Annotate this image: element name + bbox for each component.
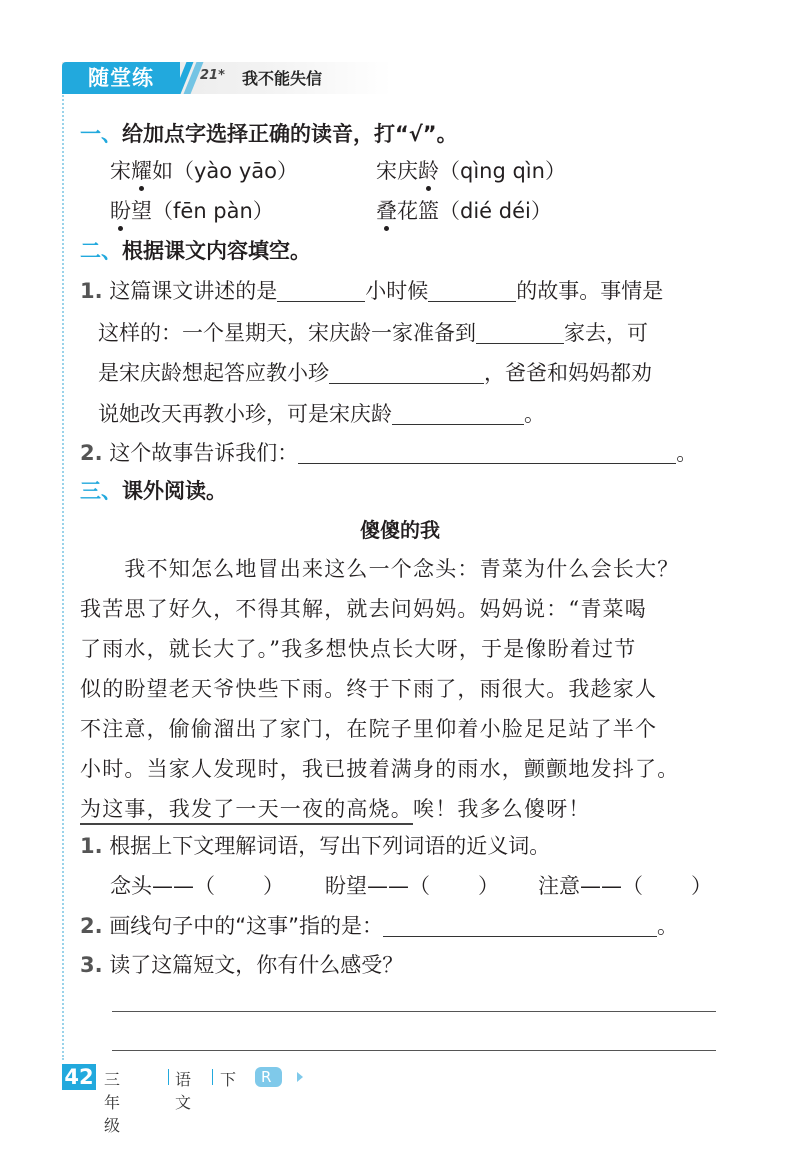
section3-title: 课外阅读。 bbox=[122, 479, 227, 503]
section1-index: 一、 bbox=[80, 122, 122, 146]
dotted-char: 龄 bbox=[418, 155, 439, 185]
fill-blank[interactable] bbox=[329, 361, 484, 384]
section2-index: 二、 bbox=[80, 239, 122, 263]
page-border bbox=[62, 80, 64, 1060]
fill-blank[interactable] bbox=[428, 279, 516, 302]
section2-title: 根据课文内容填空。 bbox=[122, 239, 311, 263]
question-text: 这个故事告诉我们： bbox=[109, 441, 299, 465]
synonym-word: 盼望——（ bbox=[325, 874, 430, 898]
synonym-2 bbox=[325, 870, 499, 900]
s2-q1-line3 bbox=[98, 357, 652, 387]
item-text: 如 bbox=[152, 159, 173, 183]
passage-line: 了雨水，就长大了。”我多想快点长大呀，于是像盼着过节 bbox=[80, 637, 637, 661]
question-text: 的故事。事情是 bbox=[516, 279, 664, 303]
passage-line-last bbox=[80, 793, 591, 823]
fill-blank[interactable] bbox=[476, 321, 564, 344]
pinyin-item-4 bbox=[376, 195, 552, 225]
item-text: 望 bbox=[131, 199, 152, 223]
s3-q1 bbox=[80, 830, 550, 860]
question-number: 2. bbox=[80, 914, 103, 938]
pinyin-item-2 bbox=[376, 155, 566, 185]
section2-heading bbox=[80, 235, 311, 265]
answer-line[interactable] bbox=[112, 1011, 716, 1012]
synonym-close: ） bbox=[263, 874, 284, 898]
pinyin-options[interactable]: （yào yāo） bbox=[173, 159, 298, 183]
s2-q1-line1 bbox=[80, 275, 663, 305]
footer-grade: 三年级 bbox=[104, 1070, 121, 1135]
passage-line: 不注意，偷偷溜出了家门，在院子里仰着小脸足足站了半个 bbox=[80, 717, 658, 741]
fill-blank[interactable] bbox=[298, 441, 676, 464]
s2-q1-line2 bbox=[98, 317, 648, 347]
dotted-char: 盼 bbox=[110, 195, 131, 225]
passage-line: 我苦思了好久，不得其解，就去问妈妈。妈妈说：“青菜喝 bbox=[80, 597, 647, 621]
passage-text: 唉！我多么傻呀！ bbox=[413, 797, 591, 821]
question-text: 说她改天再教小珍，可是宋庆龄 bbox=[98, 402, 392, 426]
synonym-word: 念头——（ bbox=[110, 874, 215, 898]
s2-q2 bbox=[80, 437, 697, 467]
question-number: 1. bbox=[80, 279, 103, 303]
page-number: 42 bbox=[62, 1064, 96, 1090]
passage-line: 小时。当家人发现时，我已披着满身的雨水，颤颤地发抖了。 bbox=[80, 757, 680, 781]
question-text: 。 bbox=[657, 914, 679, 938]
underlined-sentence: 为这事，我发了一天一夜的高烧。 bbox=[80, 797, 413, 825]
pinyin-options[interactable]: （qìng qìn） bbox=[439, 159, 566, 183]
question-text: 根据上下文理解词语，写出下列词语的近义词。 bbox=[109, 834, 551, 858]
section3-heading bbox=[80, 475, 227, 505]
synonym-word: 注意——（ bbox=[538, 874, 643, 898]
question-text: 。 bbox=[676, 441, 698, 465]
arrow-right-icon bbox=[297, 1072, 303, 1082]
pinyin-options[interactable]: （fēn pàn） bbox=[152, 199, 274, 223]
pinyin-item-3 bbox=[110, 195, 274, 225]
item-text: 花篮 bbox=[397, 199, 439, 223]
practice-badge: 随堂练 bbox=[62, 62, 180, 94]
edition-badge: R版 bbox=[255, 1067, 282, 1087]
question-text: 这样的：一个星期天，宋庆龄一家准备到 bbox=[98, 321, 476, 345]
question-number: 3. bbox=[80, 953, 103, 977]
footer-subject: 语文 bbox=[175, 1070, 192, 1112]
question-text: 读了这篇短文，你有什么感受？ bbox=[109, 953, 404, 977]
passage-line: 似的盼望老天爷快些下雨。终于下雨了，雨很大。我趁家人 bbox=[80, 677, 658, 701]
footer-divider bbox=[212, 1069, 213, 1085]
item-text: 宋庆 bbox=[376, 159, 418, 183]
answer-line[interactable] bbox=[112, 1050, 716, 1051]
synonym-close: ） bbox=[478, 874, 499, 898]
section1-heading bbox=[80, 118, 458, 148]
s3-q3 bbox=[80, 949, 403, 979]
passage-title: 傻傻的我 bbox=[360, 518, 440, 542]
question-text: ，爸爸和妈妈都劝 bbox=[484, 361, 652, 385]
passage-line: 我不知怎么地冒出来这么一个念头：青菜为什么会长大？ bbox=[80, 557, 680, 581]
section1-title: 给加点字选择正确的读音，打“√”。 bbox=[122, 122, 458, 146]
item-text: 宋 bbox=[110, 159, 131, 183]
question-text: 家去，可 bbox=[564, 321, 648, 345]
synonym-close: ） bbox=[691, 874, 712, 898]
question-text: 这篇课文讲述的是 bbox=[109, 279, 278, 303]
dotted-char: 耀 bbox=[131, 155, 152, 185]
section3-index: 三、 bbox=[80, 479, 122, 503]
question-number: 1. bbox=[80, 834, 103, 858]
synonym-3 bbox=[538, 870, 712, 900]
question-text: 画线句子中的“这事”指的是： bbox=[109, 914, 384, 938]
fill-blank[interactable] bbox=[383, 914, 657, 937]
dotted-char: 叠 bbox=[376, 195, 397, 225]
footer-term: 下 bbox=[220, 1070, 237, 1089]
question-text: 。 bbox=[524, 402, 545, 426]
question-number: 2. bbox=[80, 441, 103, 465]
question-text: 小时候 bbox=[365, 279, 429, 303]
synonym-1 bbox=[110, 870, 284, 900]
footer-divider bbox=[168, 1069, 169, 1085]
page-header bbox=[62, 62, 402, 94]
fill-blank[interactable] bbox=[392, 402, 524, 425]
fill-blank[interactable] bbox=[277, 279, 365, 302]
question-text: 是宋庆龄想起答应教小珍 bbox=[98, 361, 329, 385]
lesson-title: 我不能失信 bbox=[242, 69, 323, 88]
lesson-number: 21* bbox=[200, 68, 225, 83]
pinyin-options[interactable]: （dié déi） bbox=[439, 199, 552, 223]
s3-q2 bbox=[80, 910, 678, 940]
s2-q1-line4 bbox=[98, 398, 545, 428]
pinyin-item-1 bbox=[110, 155, 298, 185]
